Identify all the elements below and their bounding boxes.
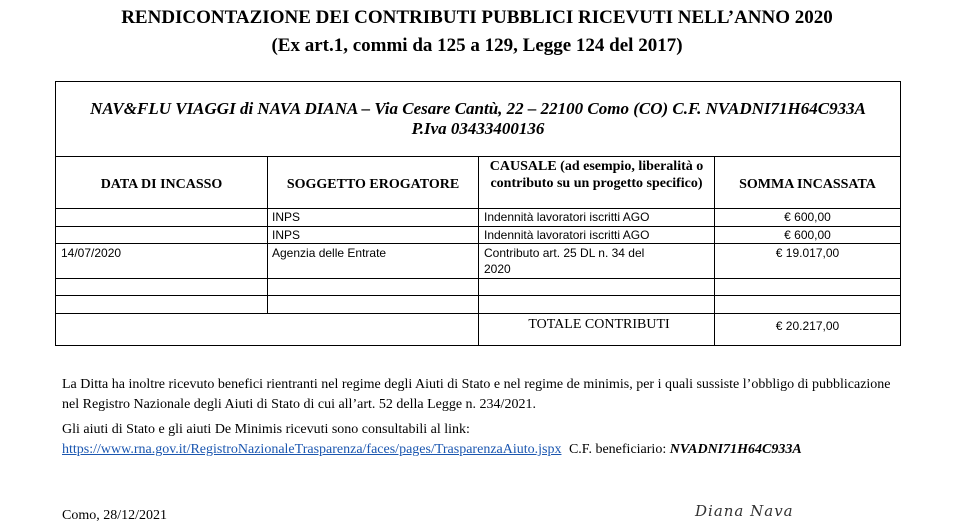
total-value: € 20.217,00: [775, 319, 840, 333]
row-3-cause: Contributo art. 25 DL n. 34 del 2020: [484, 246, 645, 276]
link-line: [62, 440, 922, 460]
header-date: DATA DI INCASSO: [100, 177, 223, 192]
aid-notice: La Ditta ha inoltre ricevuto benefici rientranti nel regime degli Aiuti di Stato e nel regime de minimis, per i quali sussiste l’obbligo di pubblicazione nel Registro Nazionale degli Aiuti di Stato di cui all’art. 52 della Legge n. 234/2021.: [62, 377, 891, 412]
company-line-2: P.Iva 03433400136: [411, 119, 545, 138]
header-amount: SOMMA INCASSATA: [739, 177, 876, 192]
document-title: RENDICONTAZIONE DEI CONTRIBUTI PUBBLICI RICEVUTI NELL’ANNO 2020: [121, 7, 833, 28]
row-1-cause: Indennità lavoratori iscritti AGO: [484, 210, 650, 224]
row-2-entity: INPS: [272, 228, 301, 242]
link-intro: Gli aiuti di Stato e gli aiuti De Minimis ricevuti sono consultabili al link:: [62, 422, 470, 437]
contributions-table: [55, 81, 901, 346]
row-2-cause: Indennità lavoratori iscritti AGO: [484, 228, 650, 242]
cf-value: NVADNI71H64C933A: [669, 442, 802, 457]
total-label: TOTALE CONTRIBUTI: [528, 317, 670, 332]
row-1-amount: € 600,00: [784, 210, 831, 224]
signature: Diana Nava: [695, 502, 794, 520]
row-3-entity: Agenzia delle Entrate: [272, 246, 387, 260]
company-header: [56, 82, 900, 157]
document-subtitle: (Ex art.1, commi da 125 a 129, Legge 124 del 2017): [271, 35, 683, 56]
cf-label: C.F. beneficiario:: [568, 442, 667, 457]
place-date: Como, 28/12/2021: [62, 508, 168, 523]
row-1-entity: INPS: [272, 210, 301, 224]
header-entity: SOGGETTO EROGATORE: [286, 177, 460, 192]
company-line-1: NAV&FLU VIAGGI di NAVA DIANA – Via Cesare Cantù, 22 – 22100 Como (CO) C.F. NVADNI71H64C933A: [90, 99, 866, 118]
column-divider: [478, 157, 479, 345]
row-2-amount: € 600,00: [784, 228, 831, 242]
header-cause: CAUSALE (ad esempio, liberalità o contributo su un progetto specifico): [489, 159, 704, 191]
row-3-amount: € 19.017,00: [775, 246, 840, 260]
row-3-date: 14/07/2020: [61, 246, 122, 260]
row-divider: [56, 345, 478, 346]
rna-link[interactable]: https://www.rna.gov.it/RegistroNazionaleTrasparenza/faces/pages/TrasparenzaAiuto.jspx: [62, 442, 562, 457]
